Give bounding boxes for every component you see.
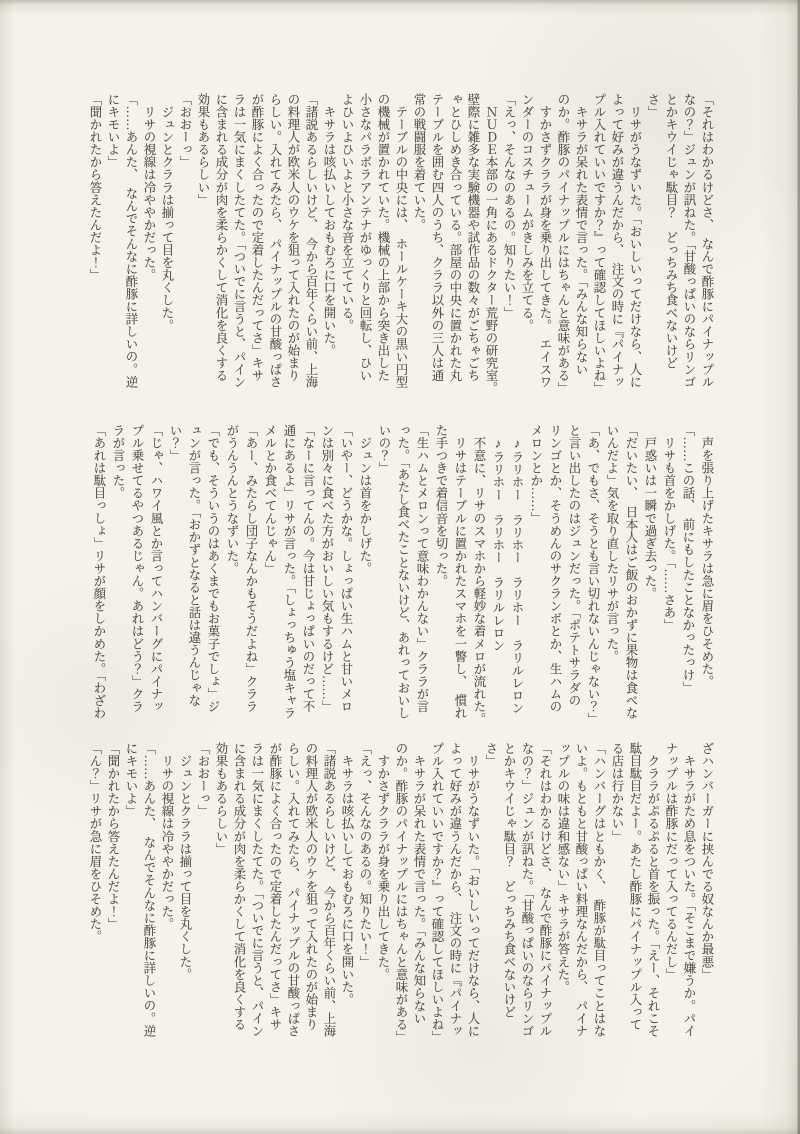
text-line: る店は行かない」 — [610, 742, 624, 843]
text-line: メルとか食べてんじゃん」 — [263, 424, 277, 575]
text-line: キサラは咳払いしておもむろに口を開いた。 — [322, 93, 336, 357]
text-line: なの？」ジュンが訊ねた。「甘酸っぱいのならリンゴ — [682, 93, 696, 388]
text-line: 「えっ、そんなのあるの。知りたい！」 — [358, 742, 372, 968]
text-block-bottom — [86, 742, 716, 1048]
text-line: メロンとか……」 — [529, 424, 543, 525]
text-line: 「聞かれたから答えたんだよ！」 — [106, 742, 120, 931]
text-line: 「あ、でもさ、そうとも言い切れないんじゃない？」 — [586, 424, 600, 726]
text-line: キサラが呆れた表情で言った。「みんな知らない — [412, 742, 426, 1025]
text-line: ンダーのコスチュームがきしみを立てる。 — [520, 93, 534, 332]
text-line: さ」 — [484, 742, 498, 768]
text-line: 声を張り上げたキサラは急に眉をひそめた。 — [700, 424, 714, 688]
text-line: 「あー、みたらし団子なんかもそうだよね」クララ — [244, 424, 258, 713]
text-line: った。「あたし食べたことないけど、あれっておいし — [396, 424, 410, 719]
text-line: すかさずクララが身を乗り出してきた。 エイスワ — [538, 93, 552, 388]
text-line: ジュンとクララは揃って目を丸くした。 — [178, 742, 192, 981]
text-line: 「……あんた、 なんでそんなに酢豚に詳しいの。逆 — [124, 93, 138, 388]
text-block-middle — [89, 424, 716, 726]
text-line: 「聞かれたから答えたんだよ！」 — [88, 93, 102, 282]
text-line: よって好みが違うんだから、 注文の時に『パイナッ — [448, 742, 462, 1037]
text-line: プル乗せてるやつあるじゃん。あれはどう？」クラ — [130, 424, 144, 713]
text-line: ジュンは首をかしげた。 — [358, 424, 372, 575]
text-line: にキモいよ」 — [124, 742, 138, 818]
text-line: ♪ラリホー ラリホー ラリホー ラリルレロン — [510, 424, 524, 715]
text-line: ラは一気にまくしたてた。「ついでに言うと、パイン — [232, 93, 246, 388]
text-line: 駄目駄目だよー。あたし酢豚にパイナップル入って — [628, 742, 642, 1031]
text-line: のか。酢豚のパイナップルにはちゃんと意味がある」 — [556, 93, 570, 395]
text-line: ナップルは酢豚にだって入ってるんだし」 — [664, 742, 678, 981]
text-line: 不意に、リサのスマホから軽妙な着メロが流れた。 — [472, 424, 486, 726]
text-line: キサラがため息をついた。「そこまで嫌うか。パイ — [682, 742, 696, 1037]
text-line: いの？」 — [377, 424, 391, 475]
text-line: キサラが呆れた表情で言った。「みんな知らない — [574, 93, 588, 376]
text-line: テーブルを囲む四人のうち、クララ以外の三人は通 — [430, 93, 444, 382]
text-line: が酢豚によく合ったので定着したんだってさ」キサ — [250, 93, 264, 382]
text-line: 「じゃ、ハワイ風とか言ってハンバーグにパイナッ — [149, 424, 163, 713]
text-line: 効果もあるらしい」 — [196, 93, 210, 206]
text-line: らしい。入れてみたら、 パイナップルの甘酸っぱさ — [286, 742, 300, 1037]
text-line: ゃとひしめき合っている。部屋の中央に置かれた丸 — [448, 93, 462, 382]
text-line: に含まれる成分が肉を柔らかくして消化を良くする — [214, 93, 228, 382]
text-line: ジュンとクララは揃って目を丸くした。 — [160, 93, 174, 332]
text-line: いんだよ」気を取り直したリサが言った。 — [605, 424, 619, 663]
text-line: が酢豚によく合ったので定着したんだってさ」キサ — [268, 742, 282, 1031]
text-line: 壁際に雑多な実験機器や試作品の数々がごちゃごち — [466, 93, 480, 382]
text-line: らしい。入れてみたら、 パイナップルの甘酸っぱさ — [268, 93, 282, 388]
text-line: 「おおーっ」 — [178, 93, 192, 169]
text-line: リサはテーブルに置かれたスマホを一瞥し、 慣れ — [453, 424, 467, 719]
text-line: 「でも、そういうのはあくまでもお菓子でしょ」ジ — [206, 424, 220, 713]
text-line: 通にあるよ」リサが言った。「しょっちゅう塩キャラ — [282, 424, 296, 719]
text-line: プル入れていいですか？』って確認してほしいよね」 — [592, 93, 606, 395]
text-line: の料理人が欧米人のウケを狙って入れたのが始まり — [304, 742, 318, 1031]
text-line: テーブルの中央には、 ホールケーキ大の黒い円型 — [394, 93, 408, 388]
text-line: よって好みが違うんだから、 注文の時に『パイナッ — [610, 93, 624, 388]
text-line: 「あれは駄目っしょ」リサが顔をしかめた。「わざわ — [92, 424, 106, 719]
text-line: 「いやー、どうかな。しょっぱい生ハムと甘いメロ — [339, 424, 353, 713]
text-line: のか。酢豚のパイナップルにはちゃんと意味がある」 — [394, 742, 408, 1044]
text-line: キサラは咳払いしておもむろに口を開いた。 — [340, 742, 354, 1006]
text-line: 「生ハムとメロンって意味わかんない」クララが言 — [415, 424, 429, 713]
text-line: 小さなパラボラアンテナがゆっくりと回転し、ひい — [358, 93, 372, 382]
text-line: リサがうなずいた。「おいしいってだけなら、人に — [628, 93, 642, 388]
text-line: 「えっ、そんなのあるの。知りたい！」 — [502, 93, 516, 319]
text-line: よひいよひいよと小さな音を立てている。 — [340, 93, 354, 332]
text-line: リサの視線は冷ややかだった。 — [142, 93, 156, 282]
text-line: に含まれる成分が肉を柔らかくして消化を良くする — [232, 742, 246, 1031]
text-line: 「ハンバーグはともかく、 酢豚が駄目ってことはな — [592, 742, 606, 1037]
text-line: ップルの味は違和感ない」キサラが答えた。 — [556, 742, 570, 993]
text-line: ラが言った。 — [111, 424, 125, 500]
text-line: プル入れていいですか？』って確認してほしいよね」 — [430, 742, 444, 1044]
text-line: い？」 — [168, 424, 182, 462]
text-line: すかさずクララが身を乗り出してきた。 — [376, 742, 390, 981]
text-line: 「諸説あるらしいけど、 今から百年くらい前、上海 — [322, 742, 336, 1037]
text-line: いよ。もともと甘酸っぱい料理なんだから、 パイナ — [574, 742, 588, 1037]
text-line: ラは一気にまくしたてた。「ついでに言うと、パイン — [250, 742, 264, 1037]
text-line: 「だいたい、 日本人はご飯のおかずに果物は食べな — [624, 424, 638, 719]
text-line: た手つきで着信音を切った。 — [434, 424, 448, 588]
text-line: 「……この話、 前にもしたことなかったっけ」 — [681, 424, 695, 694]
text-line: ＮＵＤＥ本部の一角にあるドクター荒野の研究室。 — [484, 93, 498, 395]
text-line: リサの視線は冷ややかだった。 — [160, 742, 174, 931]
text-line: とかキウイじゃ駄目？ どっちみち食べないけど — [502, 742, 516, 1019]
text-line: 「諸説あるらしいけど、 今から百年くらい前、上海 — [304, 93, 318, 388]
text-line: の機械が置かれていた。機械の上部から突き出した — [376, 93, 390, 382]
text-line: リサがうなずいた。「おいしいってだけなら、人に — [466, 742, 480, 1037]
text-line: 「ん？」リサが急に眉をひそめた。 — [88, 742, 102, 943]
text-line: 「それはわかるけどさ、 なんで酢豚にパイナップル — [538, 742, 552, 1037]
text-line: さ」 — [646, 93, 660, 119]
text-line: 戸惑いは一瞬で過ぎ去った。 — [643, 424, 657, 600]
text-line: クララがぷるぷると首を振った。「えー、それこそ — [646, 742, 660, 1037]
text-line: にキモいよ」 — [106, 93, 120, 169]
text-line: の料理人が欧米人のウケを狙って入れたのが始まり — [286, 93, 300, 382]
text-line: 「おおーっ」 — [196, 742, 210, 818]
text-line: 効果もあるらしい」 — [214, 742, 228, 855]
text-line: 常の戦闘服を着ていた。 — [412, 93, 426, 232]
text-line: と言い出したのはジュンだった。「ポテトサラダの — [567, 424, 581, 707]
text-line: がうんうんとうなずいた。 — [225, 424, 239, 575]
text-line: 「……あんた、 なんでそんなに酢豚に詳しいの。逆 — [142, 742, 156, 1037]
text-line: ンは別々に食べた方がおいしい気もするけど……」 — [320, 424, 334, 713]
text-line: リンゴとか、そうめんのサクランボとか、生ハムの — [548, 424, 562, 713]
text-line: 「それはわかるけどさ、 なんで酢豚にパイナップル — [700, 93, 714, 388]
text-block-top — [86, 93, 716, 399]
text-line: リサも首をかしげた。「……さあ」 — [662, 424, 676, 632]
text-line: なの？」ジュンが訊ねた。「甘酸っぱいのならリンゴ — [520, 742, 534, 1037]
text-line: ュンが言った。「おかずとなると話は違うんじゃな — [187, 424, 201, 707]
text-line: とかキウイじゃ駄目？ どっちみち食べないけど — [664, 93, 678, 370]
text-line: ざハンバーガーに挟んでる奴なんか最悪」 — [700, 742, 714, 981]
text-line: 「なーに言ってんの。今は甘じょっぱいのだって不 — [301, 424, 315, 713]
text-line: ♪ラリホー ラリホー ラリルレロン — [491, 424, 505, 652]
